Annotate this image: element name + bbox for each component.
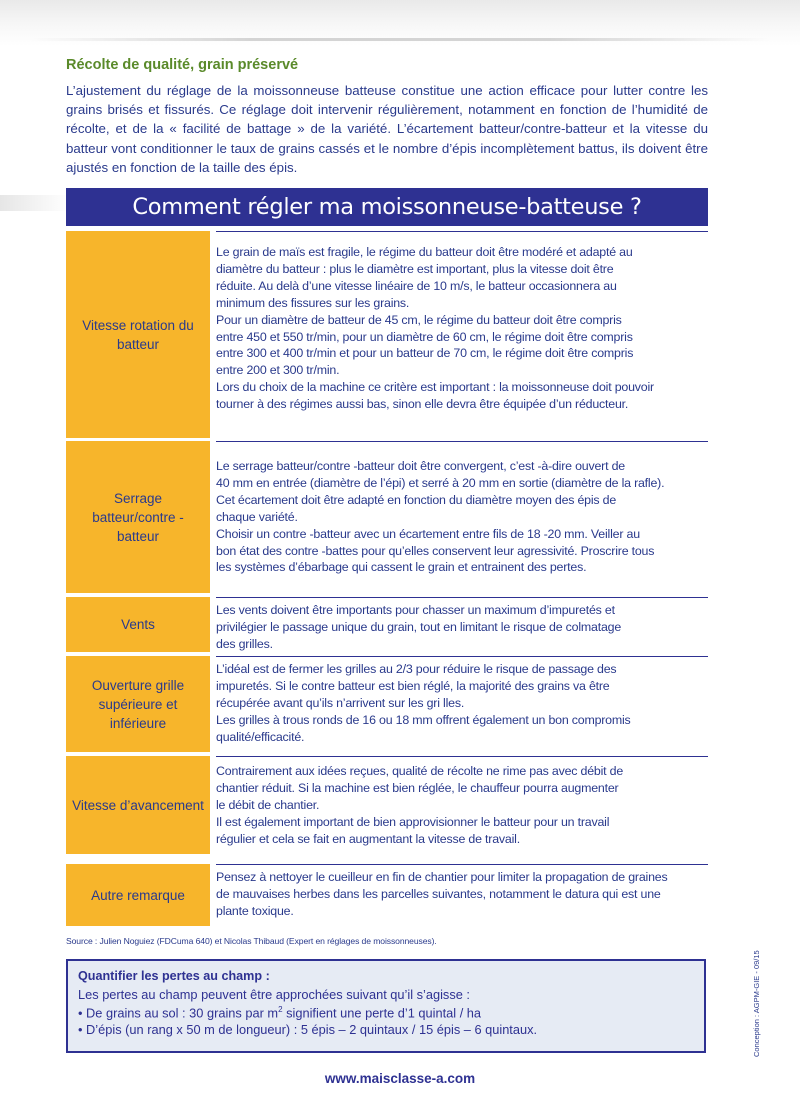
table-row-travel-speed xyxy=(66,756,708,854)
row-description xyxy=(216,441,708,593)
desc-line: minimum des fissures sur les grains. xyxy=(216,295,410,310)
desc-line: bon état des contre -battes pour qu’elles conservent leur agressivité. Proscrire tous xyxy=(216,543,655,558)
desc-line: récupérée avant qu’ils n’arrivent sur les gri lles. xyxy=(216,695,465,710)
desc-line: des grilles. xyxy=(216,636,273,651)
superscript: 2 xyxy=(278,1005,283,1014)
desc-line: réduite. Au delà d’une vitesse linéaire de 10 m/s, le batteur occasionnera au xyxy=(216,278,617,293)
box-intro: Les pertes au champ peuvent être approchées suivant qu’il s’agisse : xyxy=(78,987,470,1002)
desc-line: Le serrage batteur/contre -batteur doit être convergent, c’est -à-dire ouvert de xyxy=(216,459,625,473)
desc-line: Contrairement aux idées reçues, qualité de récolte ne rime pas avec débit de xyxy=(216,764,624,778)
row-label: Serrage batteur/contre - batteur xyxy=(66,441,210,593)
list-item: • D’épis (un rang x 50 m de longueur) : 5 épis – 2 quintaux / 15 épis – 6 quintaux. xyxy=(78,1022,538,1038)
footer-url[interactable]: www.maisclasse-a.com xyxy=(324,1071,476,1086)
table-row-beater-tightening xyxy=(66,441,708,593)
desc-line: de mauvaises herbes dans les parcelles suivantes, notamment le datura qui est une xyxy=(216,886,661,901)
field-losses-box xyxy=(66,959,706,1053)
desc-line: tourner à des régimes aussi bas, sinon elle devra être équipée d’un réducteur. xyxy=(216,397,629,412)
box-title: Quantifier les pertes au champ : xyxy=(78,969,270,983)
table-banner xyxy=(66,188,708,226)
row-label: Vitesse d’avancement xyxy=(66,756,210,854)
source-note: Source : Julien Noguiez (FDCuma 640) et Nicolas Thibaud (Expert en réglages de moissonneuses). xyxy=(66,936,437,946)
row-description xyxy=(216,231,708,438)
table-banner-title: Comment régler ma moissonneuse-batteuse ? xyxy=(132,194,642,220)
list-item xyxy=(78,1005,694,1020)
desc-line: Lors du choix de la machine ce critère est important : la moissonneuse doit pouvoir xyxy=(216,380,654,395)
desc-line: Les vents doivent être importants pour chasser un maximum d’impuretés et xyxy=(216,603,615,617)
desc-line: privilégier le passage unique du grain, tout en limitant le risque de colmatage xyxy=(216,619,622,634)
box-list xyxy=(78,1005,694,1037)
section-title: Récolte de qualité, grain préservé xyxy=(66,57,299,73)
side-credit: Conception : AGPM-GIE - 09/15 xyxy=(752,950,761,1057)
desc-line: Les grilles à trous ronds de 16 ou 18 mm offrent également un bon compromis xyxy=(216,712,631,727)
table-row-grid-opening xyxy=(66,656,708,752)
desc-line: Il est également important de bien approvisionner le batteur pour un travail xyxy=(216,814,610,829)
desc-line: diamètre du batteur : plus le diamètre est important, plus la vitesse doit être xyxy=(216,261,614,276)
row-description xyxy=(216,597,708,652)
row-description xyxy=(216,656,708,752)
desc-line: Pensez à nettoyer le cueilleur en fin de chantier pour limiter la propagation de graines xyxy=(216,870,668,884)
desc-line: entre 300 et 400 tr/min et pour un batteur de 70 cm, le régime doit être compris xyxy=(216,346,634,361)
desc-line: Le grain de maïs est fragile, le régime du batteur doit être modéré et adapté au xyxy=(216,245,633,259)
table-row-rotation-speed xyxy=(66,231,708,438)
bullet-text: • De grains au sol : 30 grains par m xyxy=(78,1005,279,1021)
row-label: Vents xyxy=(66,597,210,652)
row-description xyxy=(216,864,708,926)
desc-line: entre 200 et 300 tr/min. xyxy=(216,363,340,378)
desc-line: 40 mm en entrée (diamètre de l’épi) et serré à 20 mm en sortie (diamètre de la rafle). xyxy=(216,475,665,490)
desc-line: les systèmes d’ébarbage qui cassent le grain et entrainent des pertes. xyxy=(216,560,587,575)
left-shade xyxy=(0,195,70,211)
bullet-text: signifient une perte d’1 quintal / ha xyxy=(282,1005,482,1021)
table-row-other-remark xyxy=(66,864,708,926)
desc-line: le débit de chantier. xyxy=(216,797,320,812)
desc-line: entre 450 et 550 tr/min, pour un diamètre de 60 cm, le régime doit être compris xyxy=(216,329,633,344)
row-description xyxy=(216,756,708,854)
row-label: Ouverture grille supérieure et inférieure xyxy=(66,656,210,752)
intro-paragraph: L’ajustement du réglage de la moissonneuse batteuse constitue une action efficace pour lutter contre les grains brisés et fissurés. Ce réglage doit intervenir régulièrement, notamment en fonction de l’humidité de récolte, et de la « facilité de battage » de la variété. L’écartement batteur/contre-batteur et la vitesse du batteur vont conditionner le taux de grains cassés et le nombre d’épis incomplètement battus, ils doivent être ajustés en fonction de la taille des épis. xyxy=(66,83,708,175)
desc-line: qualité/efficacité. xyxy=(216,729,305,744)
desc-line: Pour un diamètre de batteur de 45 cm, le régime du batteur doit être compris xyxy=(216,312,622,327)
desc-line: régulier et cela se fait en augmentant la vitesse de travail. xyxy=(216,831,520,846)
desc-line: L’idéal est de fermer les grilles au 2/3 pour réduire le risque de passage des xyxy=(216,662,617,676)
desc-line: Choisir un contre -batteur avec un écartement entre fils de 18 -20 mm. Veiller au xyxy=(216,526,640,541)
top-divider xyxy=(30,38,770,41)
desc-line: plante toxique. xyxy=(216,903,294,918)
desc-line: impuretés. Si le contre batteur est bien réglé, la majorité des grains va être xyxy=(216,678,610,693)
desc-line: Cet écartement doit être adapté en fonction du diamètre moyen des épis de xyxy=(216,492,617,507)
row-label: Autre remarque xyxy=(66,864,210,926)
row-label: Vitesse rotation du batteur xyxy=(66,231,210,438)
desc-line: chantier réduit. Si la machine est bien réglée, le chauffeur pourra augmenter xyxy=(216,780,619,795)
table-row-winds xyxy=(66,597,708,652)
desc-line: chaque variété. xyxy=(216,509,298,524)
